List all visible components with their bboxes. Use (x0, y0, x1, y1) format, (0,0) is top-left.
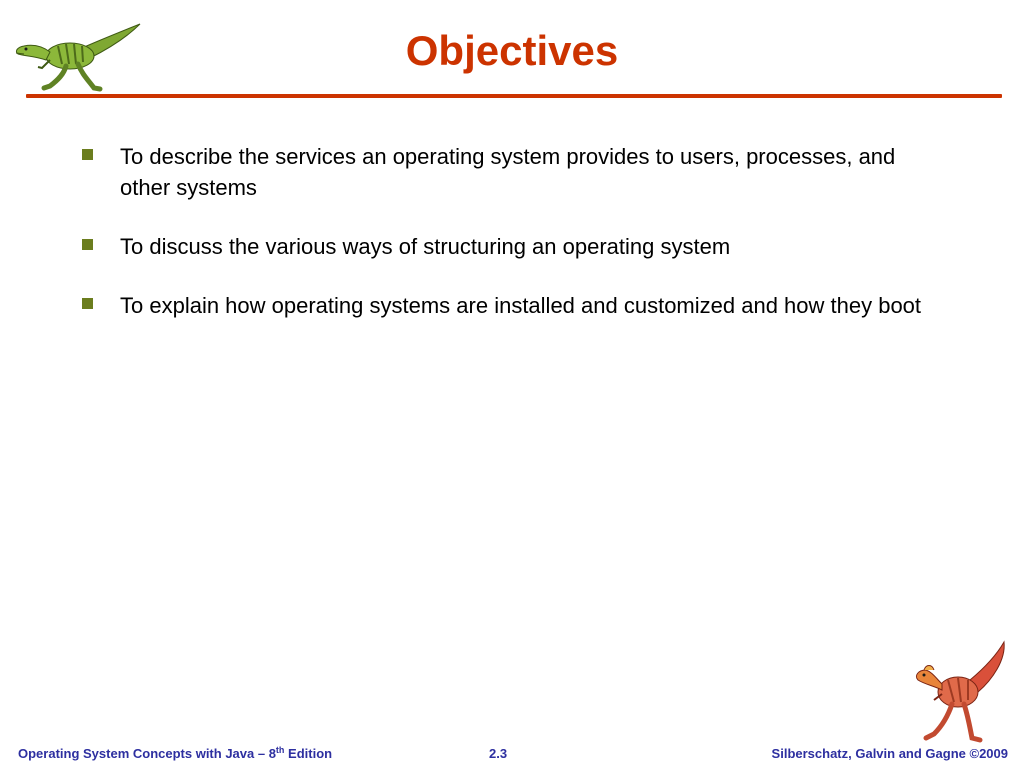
list-item (82, 231, 922, 262)
footer-page-number: 2.3 (489, 746, 508, 761)
square-bullet-icon (82, 298, 93, 309)
list-item (82, 290, 922, 321)
square-bullet-icon (82, 239, 93, 250)
square-bullet-icon (82, 149, 93, 160)
bullet-text: To discuss the various ways of structuring an operating system (120, 234, 731, 259)
red-dinosaur-icon (912, 640, 1010, 744)
title-divider (26, 94, 1002, 98)
objectives-list (82, 141, 922, 349)
list-item (82, 141, 922, 203)
bullet-text: To explain how operating systems are installed and customized and how they boot (120, 293, 922, 318)
slide-title: Objectives (405, 27, 619, 74)
bullet-text: To describe the services an operating system provides to users, processes, and other systems (120, 144, 896, 200)
footer-copyright: Silberschatz, Galvin and Gagne ©2009 (771, 746, 1008, 761)
footer-book-title: Operating System Concepts with Java – 8th Edition (18, 745, 333, 761)
